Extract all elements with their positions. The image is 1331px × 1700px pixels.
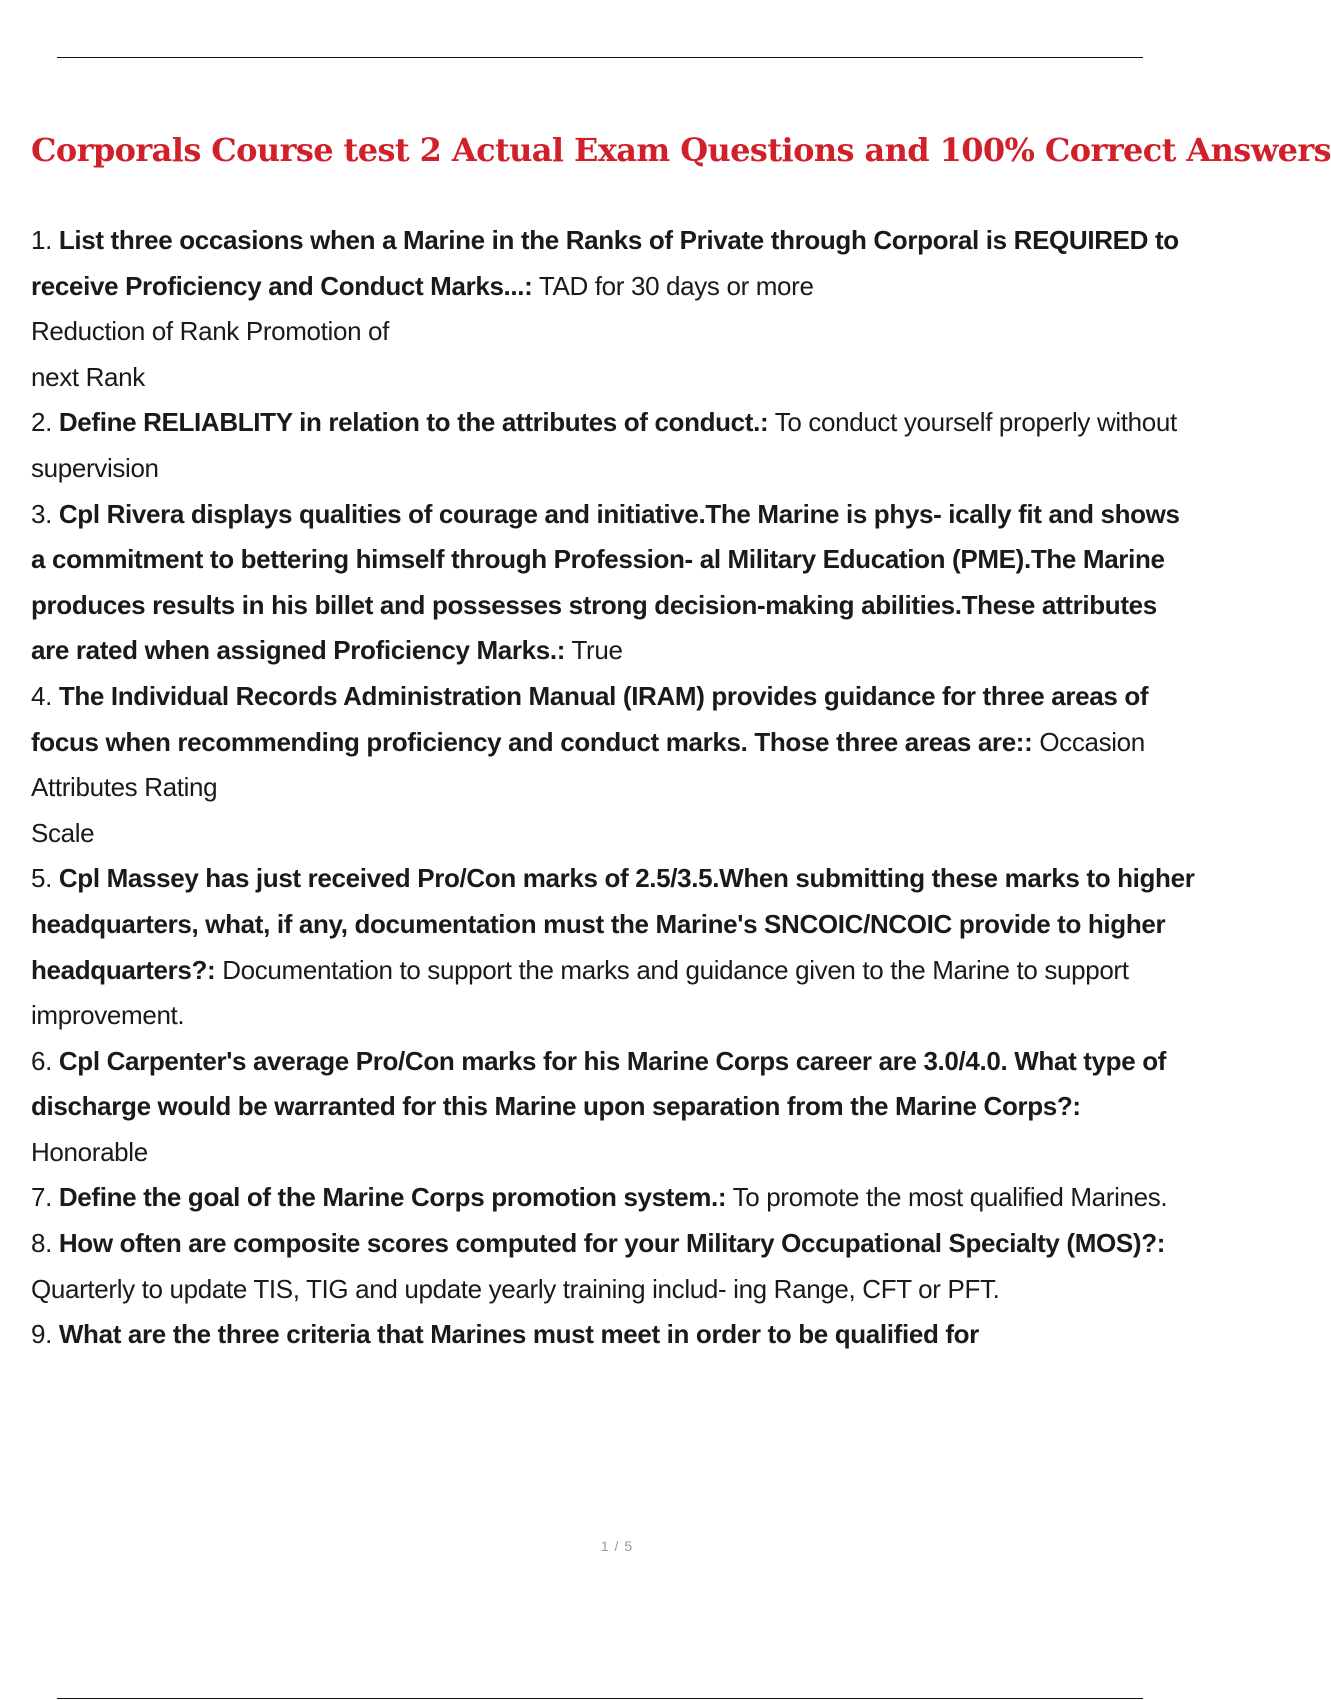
answer-text: Honorable <box>31 1136 148 1167</box>
question-item-8 <box>31 1221 1199 1312</box>
question-list <box>31 218 1199 1358</box>
question-item-1 <box>31 218 1199 400</box>
answer-line: Reduction of Rank Promotion of <box>31 316 390 347</box>
question-text: List three occasions when a Marine in the Ranks of Private through Corporal is REQUIRED to receive Proficiency and Conduct Marks...: <box>31 225 1179 301</box>
question-item-2 <box>31 400 1199 491</box>
document-title: Corporals Course test 2 Actual Exam Questions and 100% Correct Answers <box>31 131 1331 169</box>
answer-line: Scale <box>31 817 95 848</box>
question-item-7 <box>31 1175 1199 1221</box>
question-text: How often are composite scores computed for your Military Occupational Specialty (MOS)?: <box>58 1228 1166 1259</box>
question-text: Define RELIABLITY in relation to the attributes of conduct.: <box>58 407 769 438</box>
answer-text: To promote the most qualified Marines. <box>732 1182 1168 1213</box>
item-number: 7. <box>31 1182 52 1213</box>
answer-text: Quarterly to update TIS, TIG and update yearly training includ- ing Range, CFT or PFT. <box>31 1273 1000 1304</box>
question-item-4 <box>31 674 1199 856</box>
answer-text: True <box>571 635 623 666</box>
item-number: 6. <box>31 1045 52 1076</box>
item-number: 8. <box>31 1228 52 1259</box>
answer-text: Occasion <box>1039 726 1145 757</box>
answer-text: Documentation to support the marks and guidance given to the Marine to support improvement. <box>31 954 1129 1031</box>
question-text: What are the three criteria that Marines must meet in order to be qualified for <box>58 1319 979 1350</box>
answer-line: Attributes Rating <box>31 772 218 803</box>
answer-text: To conduct yourself properly without supervision <box>31 407 1177 483</box>
item-number: 3. <box>31 498 52 529</box>
question-text: Cpl Massey has just received Pro/Con marks of 2.5/3.5.When submitting these marks to higher headquarters, what, if any, documentation must the Marine's SNCOIC/NCOIC provide to higher headquarters?: <box>31 863 1195 985</box>
question-text: Cpl Carpenter's average Pro/Con marks for his Marine Corps career are 3.0/4.0. What type of discharge would be warranted for this Marine upon separation from the Marine Corps?: <box>31 1045 1167 1122</box>
question-text: Cpl Rivera displays qualities of courage and initiative.The Marine is phys- ically fit and shows a commitment to bettering himself through Profession- al Military Education (PME).The Marine produces results in his billet and possesses strong decision-making abilities.These attributes are rated when assigned Proficiency Marks.: <box>31 498 1180 666</box>
question-text: Define the goal of the Marine Corps promotion system.: <box>58 1182 727 1213</box>
page-indicator: 1 / 5 <box>600 1538 634 1554</box>
bottom-rule <box>57 1698 1143 1699</box>
item-number: 1. <box>31 225 52 255</box>
answer-line: next Rank <box>31 361 145 392</box>
item-number: 9. <box>31 1319 52 1350</box>
question-item-6 <box>31 1039 1199 1176</box>
question-item-3 <box>31 492 1199 674</box>
item-number: 4. <box>31 680 52 711</box>
question-item-5 <box>31 856 1199 1038</box>
item-number: 2. <box>31 407 52 438</box>
top-rule <box>57 57 1143 58</box>
item-number: 5. <box>31 863 52 894</box>
question-text: The Individual Records Administration Manual (IRAM) provides guidance for three areas of focus when recommending proficiency and conduct marks. Those three areas are:: <box>31 680 1149 757</box>
question-item-9 <box>31 1312 1199 1358</box>
answer-text: TAD for 30 days or more <box>538 270 814 301</box>
